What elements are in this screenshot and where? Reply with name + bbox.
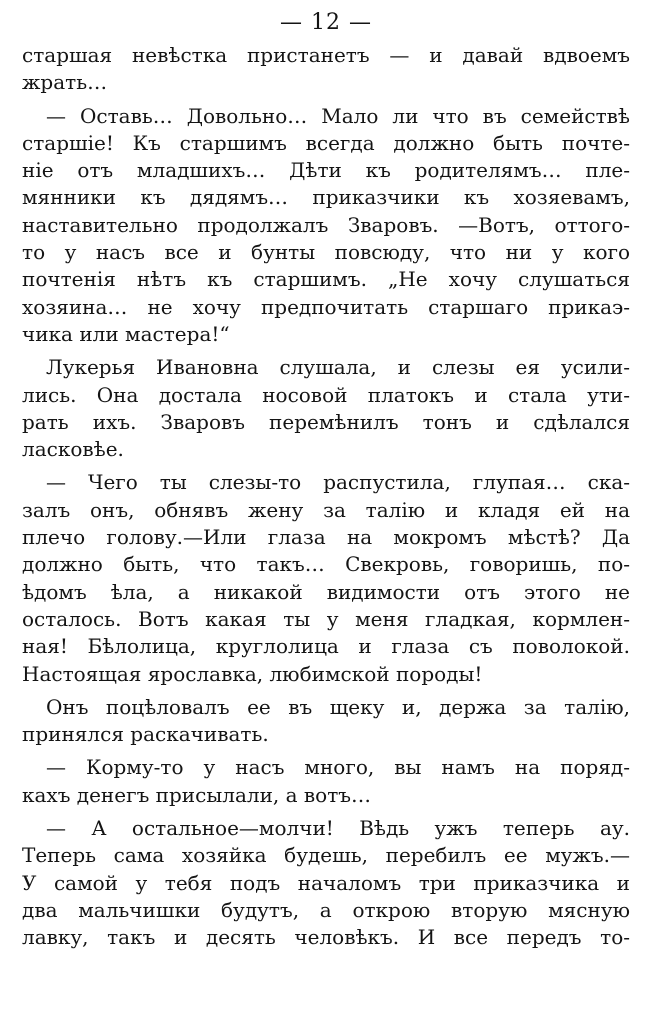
text-line: залъ онъ, обнявъ жену за талію и кладя ей на	[22, 497, 630, 522]
text-line: ѣдомъ ѣла, а никакой видимости отъ этого не	[22, 579, 630, 604]
text-line: рать ихъ. Зваровъ перемѣнилъ тонъ и сдѣлался	[22, 409, 630, 434]
text-line: лавку, такъ и десять человѣкъ. И все передъ то-	[22, 925, 630, 950]
text-line: хозяина… не хочу предпочитать старшаго прикаэ-	[22, 294, 630, 319]
text-line: — А остальное—молчи! Вѣдь ужъ теперь ау.	[46, 816, 630, 841]
text-line: Теперь сама хозяйка будешь, перебилъ ее мужъ.—	[22, 843, 630, 868]
paragraph-zvarov-speech	[22, 103, 630, 349]
paragraph-lukerya	[22, 354, 630, 463]
page-number: — 12 —	[280, 10, 372, 35]
paragraph-continuation	[22, 42, 630, 97]
text-line: то у насъ все и бунты повсюду, что ни у кого	[22, 240, 630, 265]
text-line: почтенія нѣтъ къ старшимъ. „Не хочу слушаться	[22, 267, 630, 292]
paragraph-tears	[22, 469, 630, 687]
text-line: — Корму-то у насъ много, вы намъ на поряд-	[46, 755, 630, 780]
text-line: У самой у тебя подъ началомъ три приказчика и	[22, 870, 630, 895]
text-line: Онъ поцѣловалъ ее въ щеку и, держа за талію,	[46, 694, 630, 719]
text-line: мянники къ дядямъ… приказчики къ хозяевамъ,	[22, 185, 630, 210]
text-line: чика или мастера!“	[22, 321, 230, 346]
paragraph-kiss	[22, 694, 630, 749]
text-line: старшая невѣстка пристанетъ — и давай вдвоемъ	[22, 43, 630, 67]
text-line: Настоящая ярославка, любимской породы!	[22, 661, 483, 686]
text-line: ласковѣе.	[22, 437, 124, 462]
text-line: наставительно продолжалъ Зваровъ. —Вотъ, оттого-	[22, 212, 630, 237]
text-line: ная! Бѣлолица, круглолица и глаза съ поволокой.	[22, 634, 630, 659]
text-line: осталось. Вотъ какая ты у меня гладкая, кормлен-	[22, 606, 630, 631]
paragraph-hostess	[22, 815, 630, 951]
text-line: лись. Она достала носовой платокъ и стала ути-	[22, 382, 630, 407]
text-line: два мальчишки будутъ, а открою вторую мясную	[22, 897, 630, 922]
text-line: должно быть, что такъ… Свекровь, говоришь, по-	[22, 552, 630, 577]
text-line: — Оставь… Довольно… Мало ли что въ семействѣ	[46, 103, 630, 128]
text-line: — Чего ты слезы-то распустила, глупая… ска-	[46, 470, 630, 495]
text-line: кахъ денегъ присылали, а вотъ…	[22, 782, 371, 807]
text-line: старшіе! Къ старшимъ всегда должно быть почте-	[22, 130, 630, 155]
text-line: ніе отъ младшихъ… Дѣти къ родителямъ… пле-	[22, 158, 630, 183]
text-line: Лукерья Ивановна слушала, и слезы ея усили-	[46, 355, 630, 380]
text-line: жрать…	[22, 70, 108, 95]
text-line: принялся раскачивать.	[22, 722, 269, 747]
paragraph-feed	[22, 754, 630, 809]
text-line: плечо голову.—Или глаза на мокромъ мѣстѣ? Да	[22, 525, 630, 550]
